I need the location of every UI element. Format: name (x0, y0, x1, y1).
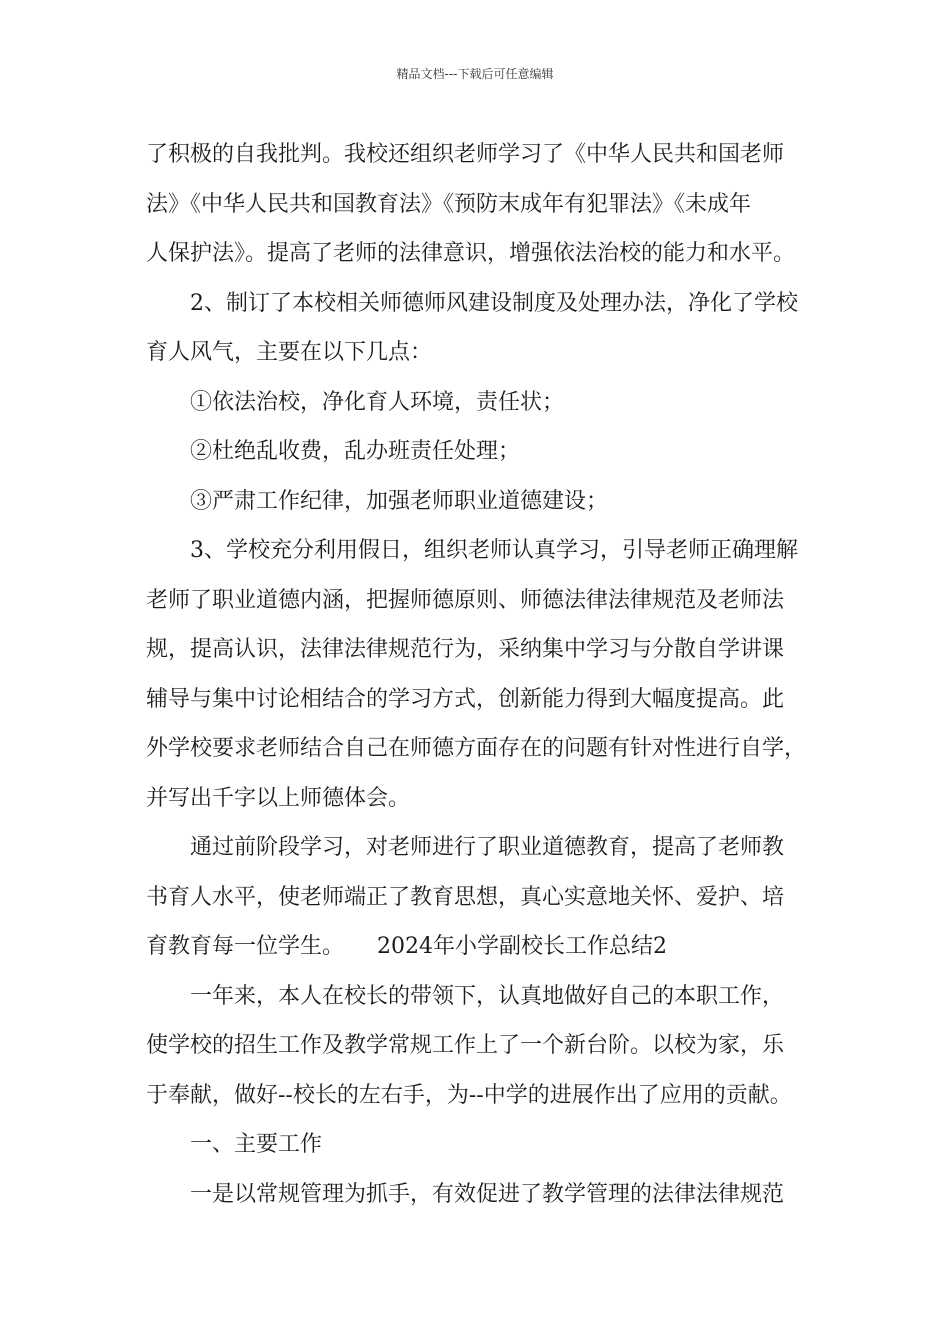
text-line: 并写出千字以上师德体会。 (146, 785, 411, 811)
text-line: 育教育每一位学生。 2024年小学副校长工作总结2 (146, 934, 667, 959)
text-line: 通过前阶段学习，对老师进行了职业道德教育，提高了老师教 (190, 835, 785, 860)
text-line: 于奉献，做好--校长的左右手，为--中学的进展作出了应用的贡献。 (146, 1082, 792, 1108)
text-line: 3、学校充分利用假日，组织老师认真学习，引导老师正确理解 (190, 538, 798, 563)
text-line: ②杜绝乱收费，乱办班责任处理； (190, 439, 521, 464)
text-line: 使学校的招生工作及教学常规工作上了一个新台阶。以校为家，乐 (146, 1033, 785, 1058)
text-line: 法》《中华人民共和国教育法》《预防末成年有犯罪法》《未成年 (146, 191, 752, 217)
text-line: 老师了职业道德内涵，把握师德原则、师德法律法律规范及老师法 (146, 587, 785, 613)
page-header: 精品文档---下载后可任意编辑 (396, 67, 554, 81)
text-line: ①依法治校，净化育人环境，责任状； (190, 389, 565, 415)
text-line: 书育人水平，使老师端正了教育思想，真心实意地关怀、爱护、培 (146, 884, 785, 910)
section-heading: 一、主要工作 (190, 1132, 323, 1157)
text-line: 人保护法》。提高了老师的法律意识，增强依法治校的能力和水平。 (146, 241, 796, 266)
text-line: 外学校要求老师结合自己在师德方面存在的问题有针对性进行自学， (146, 736, 807, 761)
text-line: ③严肃工作纪律，加强老师职业道德建设； (190, 488, 609, 514)
text-line: 一是以常规管理为抓手，有效促进了教学管理的法律法律规范 (190, 1181, 785, 1207)
text-line: 育人风气，主要在以下几点： (146, 340, 433, 365)
text-line: 2、制订了本校相关师德师风建设制度及处理办法，净化了学校 (190, 290, 798, 316)
document-body (146, 130, 826, 1219)
text-line: 辅导与集中讨论相结合的学习方式，创新能力得到大幅度提高。此 (146, 686, 785, 712)
text-line: 了积极的自我批判。我校还组织老师学习了《中华人民共和国老师 (146, 142, 785, 167)
text-line: 一年来，本人在校长的带领下，认真地做好自己的本职工作， (190, 983, 785, 1009)
text-line: 规，提高认识，法律法律规范行为，采纳集中学习与分散自学讲课 (146, 637, 785, 662)
